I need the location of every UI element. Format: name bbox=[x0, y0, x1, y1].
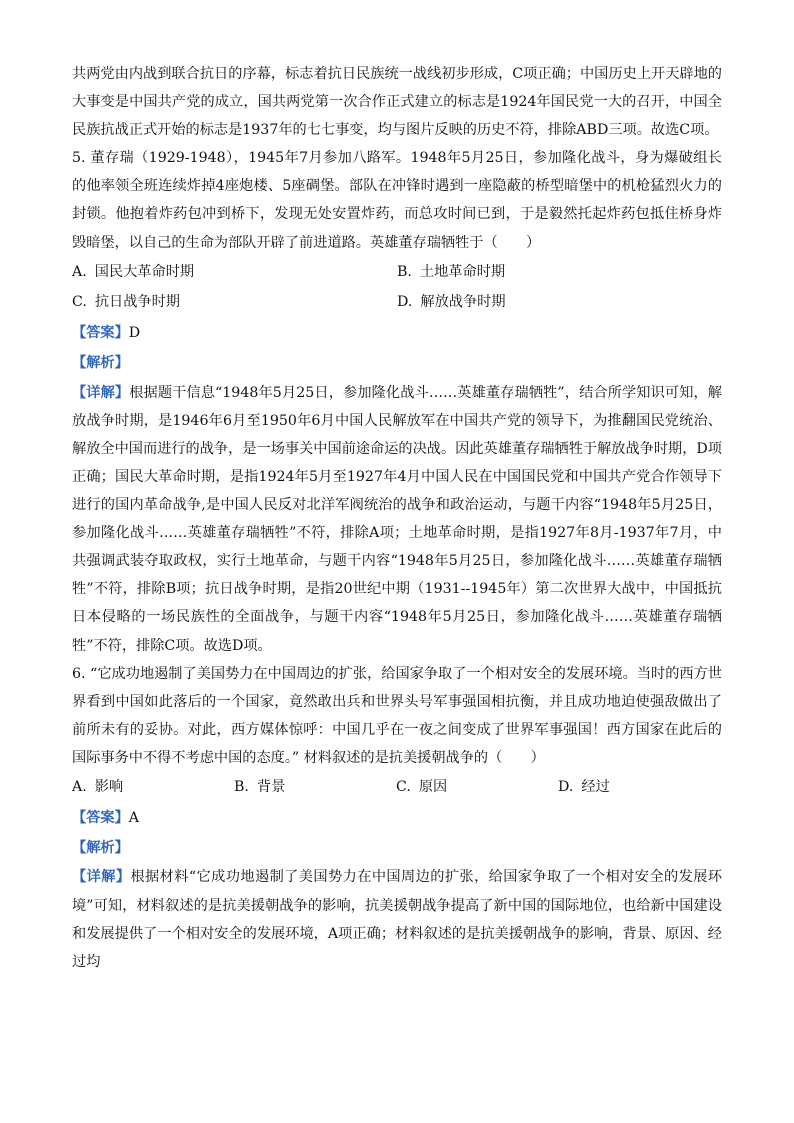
option-text: 解放战争时期 bbox=[420, 294, 506, 311]
question-6-answer bbox=[72, 802, 722, 833]
question-5-option-a[interactable] bbox=[72, 258, 397, 286]
question-6-option-a[interactable] bbox=[72, 773, 234, 801]
question-5-option-c[interactable] bbox=[72, 288, 397, 316]
answer-label: 【答案】 bbox=[72, 324, 129, 341]
question-5-option-b[interactable] bbox=[397, 258, 722, 286]
option-text: 国民大革命时期 bbox=[94, 263, 195, 280]
option-letter: A. bbox=[72, 263, 87, 280]
detail-text: 根据题干信息“1948年5月25日，参加隆化战斗……英雄董存瑞牺牲”，结合所学知识可知，解放战争时期，是1946年6月至1950年6月中国人民解放军在中国共产党的领导下，为推翻国民党统治、解放全中国而进行的战争，是一场事关中国前途命运的决战。因此英雄董存瑞牺牲于解放战争时期，D项正确；国民大革命时期，是指1924年5月至1927年4月中国人民在中国国民党和中国共产党合作领导下进行的国内革命战争,是中国人民反对北洋军阀统治的战争和政治运动，与题干内容“1948年5月25日，参加隆化战斗……英雄董存瑞牺牲”不符，排除A项；土地革命时期，是指1927年8月-1937年7月，中共强调武装夺取政权，实行土地革命，与题干内容“1948年5月25日，参加隆化战斗……英雄董存瑞牺牲”不符，排除B项；抗日战争时期，是指20世纪中期（1931--1945年）第二次世界大战中，中国抵抗日本侵略的一场民族性的全面战争，与题干内容“1948年5月25日，参加隆化战斗……英雄董存瑞牺牲”不符，排除C项。故选D项。 bbox=[72, 384, 722, 654]
question-6-detail bbox=[72, 863, 722, 975]
question-6-analysis-heading bbox=[72, 833, 722, 864]
analysis-label: 【解析】 bbox=[72, 355, 129, 372]
option-letter: B. bbox=[397, 263, 412, 280]
question-5-detail bbox=[72, 379, 722, 660]
question-5-options-row-2 bbox=[72, 287, 722, 318]
option-letter: D. bbox=[558, 779, 574, 796]
question-4-explanation-tail: 共两党由内战到联合抗日的序幕，标志着抗日民族统一战线初步形成，C项正确；中国历史上开天辟地的大事变是中国共产党的成立，国共两党第一次合作正式建立的标志是1924年国民党一大的召开，中国全民族抗战正式开始的标志是1937年的七七事变，均与图片反映的历史不符，排除ABD三项。故选C项。 bbox=[72, 66, 722, 139]
answer-value: D bbox=[128, 324, 141, 341]
question-5-answer bbox=[72, 318, 722, 349]
detail-text: 根据材料“它成功地遏制了美国势力在中国周边的扩张，给国家争取了一个相对安全的发展环境”可知，材料叙述的是抗美援朝战争的影响，抗美援朝战争提高了新中国的国际地位，也给新中国建设和发展提供了一个相对安全的发展环境，A项正确；材料叙述的是抗美援朝战争的影响，背景、原因、经过均 bbox=[72, 869, 722, 970]
question-6-option-d[interactable] bbox=[558, 773, 720, 801]
question-6-option-c[interactable] bbox=[396, 773, 558, 801]
question-6-option-b[interactable] bbox=[234, 773, 396, 801]
option-text: 原因 bbox=[418, 779, 448, 796]
option-letter: C. bbox=[72, 294, 87, 311]
question-5-stem: 5. 董存瑞（1929-1948），1945年7月参加八路军。1948年5月25日，参加隆化战斗，身为爆破组长的他率领全班连续炸掉4座炮楼、5座碉堡。部队在冲锋时遇到一座隐蔽的桥型暗堡中的机枪猛烈火力的封锁。他抱着炸药包冲到桥下，发现无处安置炸药，而总攻时间已到，于是毅然托起炸药包抵住桥身炸毁暗堡，以自己的生命为部队开辟了前进道路。英雄董存瑞牺牲于（ ） bbox=[72, 150, 722, 251]
answer-label: 【答案】 bbox=[72, 809, 129, 826]
detail-label: 【详解】 bbox=[72, 384, 130, 401]
option-text: 抗日战争时期 bbox=[94, 294, 180, 311]
question-6-options-row bbox=[72, 772, 722, 803]
option-letter: B. bbox=[234, 779, 249, 796]
option-letter: A. bbox=[72, 779, 87, 796]
option-letter: D. bbox=[397, 294, 413, 311]
option-text: 影响 bbox=[94, 779, 124, 796]
analysis-label: 【解析】 bbox=[72, 840, 129, 857]
document-page bbox=[72, 60, 722, 976]
question-5-analysis-heading bbox=[72, 348, 722, 379]
option-text: 背景 bbox=[256, 779, 286, 796]
question-5-option-d[interactable] bbox=[397, 288, 722, 316]
option-letter: C. bbox=[396, 779, 411, 796]
detail-label: 【详解】 bbox=[72, 869, 131, 886]
question-6-stem: 6. “它成功地遏制了美国势力在中国周边的扩张，给国家争取了一个相对安全的发展环境。当时的西方世界看到中国如此落后的一个国家，竟然敢出兵和世界头号军事强国相抗衡，并且成功地迫使强敌做出了前所未有的妥协。对此，西方媒体惊呼：中国几乎在一夜之间变成了世界军事强国！西方国家在此后的国际事务中不得不考虑中国的态度。” 材料叙述的是抗美援朝战争的（ ） bbox=[72, 665, 722, 766]
answer-value: A bbox=[128, 809, 140, 826]
question-5-options-row-1 bbox=[72, 257, 722, 288]
option-text: 经过 bbox=[581, 779, 610, 796]
option-text: 土地革命时期 bbox=[419, 263, 506, 280]
